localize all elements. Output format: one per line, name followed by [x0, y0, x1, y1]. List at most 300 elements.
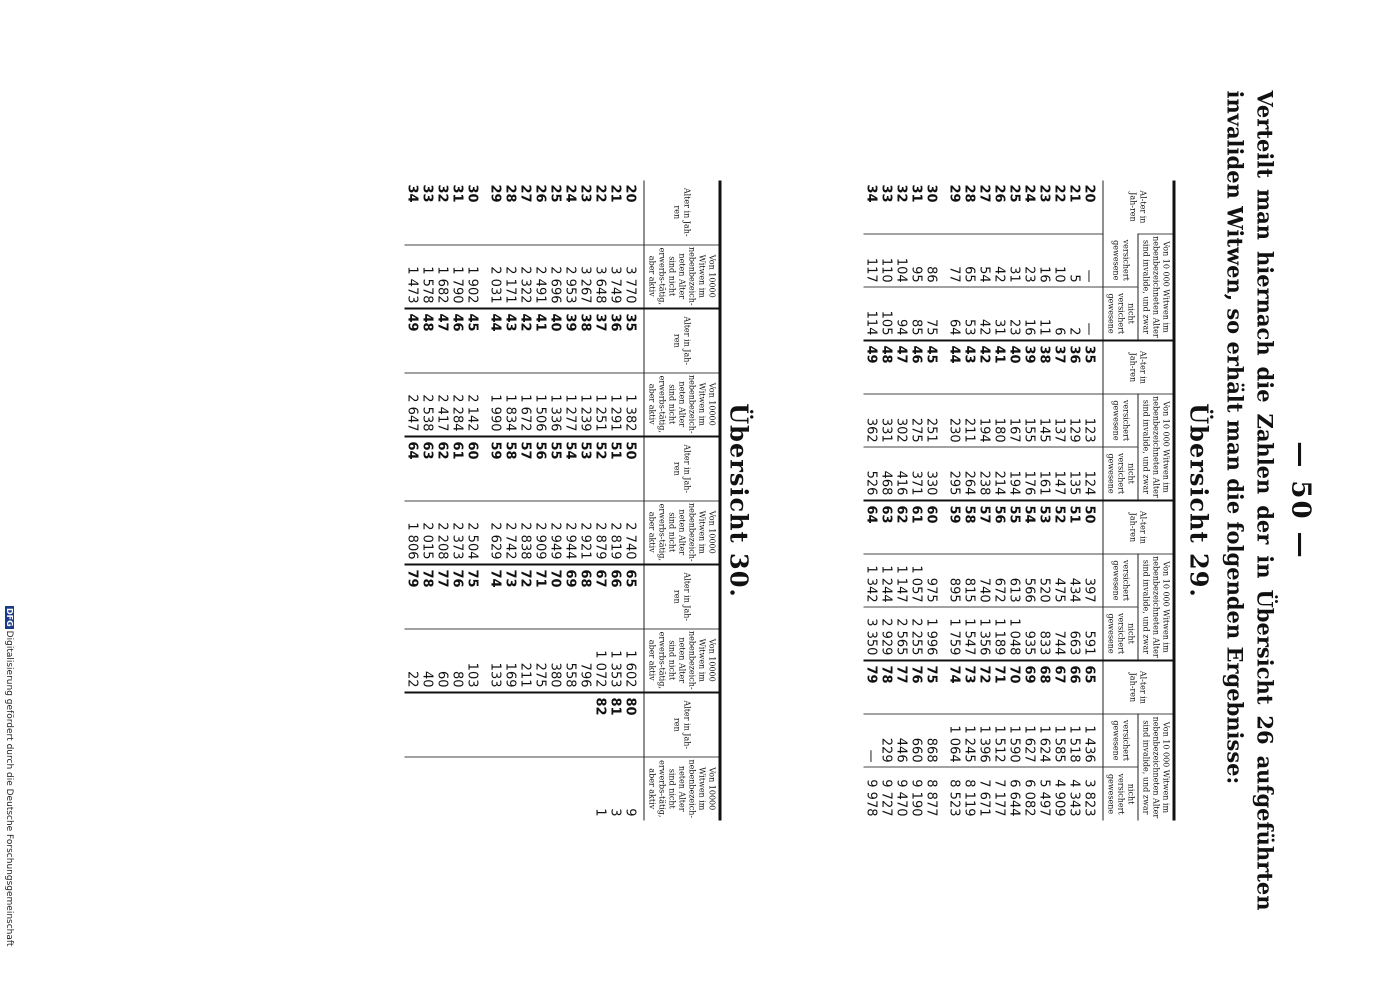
header-group: Von 10 000 Witwen im nebenbezeichneten Alter sind invalide, und zwar — [1138, 393, 1174, 500]
age-cell: 57 — [517, 436, 532, 500]
header-age: Alter in Jah-ren — [644, 180, 720, 244]
funding-text: Digitalisierung gefördert durch die Deutsche Forschungsgemeinschaft — [4, 630, 14, 947]
value-cell: 123 — [1081, 393, 1103, 446]
table-row — [1036, 180, 1051, 820]
header-age: Al-ter in Jah-ren — [1103, 500, 1174, 553]
value-cell: 77 — [946, 233, 961, 286]
value-cell: 194 — [1006, 447, 1021, 500]
age-cell: 21 — [607, 184, 622, 203]
age-cell — [502, 692, 517, 756]
age-cell: 51 — [607, 436, 622, 500]
value-cell: 75 — [923, 287, 946, 340]
value-cell: 362 — [863, 393, 878, 446]
value-cell: 1 396 — [976, 713, 991, 766]
value-cell: 558 — [562, 628, 577, 692]
value-cell: 135 — [1066, 447, 1081, 500]
age-cell: 63 — [419, 436, 434, 500]
age-cell — [449, 692, 464, 756]
table-29 — [863, 180, 1175, 820]
value-cell: 2 208 — [434, 500, 449, 564]
age-cell: 45 — [464, 308, 487, 372]
age-cell: 51 — [1066, 500, 1081, 553]
age-cell — [487, 692, 502, 756]
value-cell: 129 — [1066, 393, 1081, 446]
value-cell: 2 953 — [562, 244, 577, 308]
value-cell: 2 504 — [464, 500, 487, 564]
age-cell: 40 — [547, 308, 562, 372]
value-cell: 2 322 — [517, 244, 532, 308]
age-cell: 24 — [562, 184, 577, 203]
value-cell: 145 — [1036, 393, 1051, 446]
value-cell: 2 373 — [449, 500, 464, 564]
value-cell: 868 — [923, 713, 946, 766]
age-cell: 28 — [961, 184, 976, 203]
age-cell: 33 — [878, 184, 893, 203]
age-cell: 38 — [577, 308, 592, 372]
value-cell: 434 — [1066, 553, 1081, 606]
age-cell — [577, 692, 592, 756]
value-cell: 9 978 — [863, 767, 878, 820]
value-cell: 104 — [893, 233, 908, 286]
age-cell: 32 — [434, 184, 449, 203]
table-row — [1051, 180, 1066, 820]
age-cell: 66 — [1066, 660, 1081, 713]
value-cell: 31 — [1006, 233, 1021, 286]
header-group: Von 10 000 Witwen im nebenbezeichneten Alter sind invalide, und zwar — [1138, 553, 1174, 660]
value-cell: 3 267 — [577, 244, 592, 308]
age-cell: 52 — [1051, 500, 1066, 553]
value-cell: 2 696 — [547, 244, 562, 308]
value-cell: 169 — [502, 628, 517, 692]
header-insured: versichert gewesene — [1103, 713, 1138, 766]
value-cell — [404, 756, 419, 820]
table-row — [923, 180, 946, 820]
table-row — [1021, 180, 1036, 820]
age-cell: 81 — [607, 692, 622, 756]
age-cell: 60 — [464, 436, 487, 500]
table-row — [607, 180, 622, 820]
value-cell: 520 — [1036, 553, 1051, 606]
value-cell: — — [863, 713, 878, 766]
age-cell: 71 — [991, 660, 1006, 713]
table-row — [404, 180, 419, 820]
table-row — [517, 180, 532, 820]
header-age: Alter in Jah-ren — [644, 308, 720, 372]
value-cell: 1 506 — [532, 372, 547, 436]
value-cell: 2 921 — [577, 500, 592, 564]
age-cell: 37 — [592, 308, 607, 372]
value-cell: 6 082 — [1021, 767, 1036, 820]
age-cell: 78 — [419, 564, 434, 628]
header-age: Al-ter in Jah-ren — [1103, 180, 1174, 233]
age-cell: 42 — [976, 340, 991, 393]
value-cell: 3 749 — [607, 244, 622, 308]
dfg-logo: DFG — [5, 608, 14, 627]
age-cell: 37 — [1051, 340, 1066, 393]
value-cell: 117 — [863, 233, 878, 286]
value-cell: 2 171 — [502, 244, 517, 308]
value-cell: 1 473 — [404, 244, 419, 308]
value-cell: 2 142 — [464, 372, 487, 436]
value-cell: 1 990 — [487, 372, 502, 436]
age-cell: 50 — [622, 436, 644, 500]
age-cell: 68 — [577, 564, 592, 628]
header-age: Alter in Jah-ren — [644, 692, 720, 756]
value-cell: 895 — [946, 553, 961, 606]
value-cell: 2 819 — [607, 500, 622, 564]
value-cell: 2 929 — [878, 607, 893, 660]
value-cell: 740 — [976, 553, 991, 606]
table-row — [1081, 180, 1103, 820]
value-cell: 1 790 — [449, 244, 464, 308]
age-cell: 65 — [622, 564, 644, 628]
value-cell: 5 497 — [1036, 767, 1051, 820]
age-cell: 41 — [532, 308, 547, 372]
age-cell: 70 — [1006, 660, 1021, 713]
table-row — [946, 180, 961, 820]
value-cell: 1 — [592, 756, 607, 820]
value-cell: 302 — [893, 393, 908, 446]
value-cell: 85 — [908, 287, 923, 340]
table-row — [577, 180, 592, 820]
table-row — [976, 180, 991, 820]
value-cell: 214 — [991, 447, 1006, 500]
age-cell: 67 — [1051, 660, 1066, 713]
age-cell: 82 — [592, 692, 607, 756]
header-value: Von 10000 Witwen im nebenbezeich-neten Alter sind nicht erwerbs-tätig, aber aktiv — [644, 500, 720, 564]
value-cell: 2 740 — [622, 500, 644, 564]
table-row — [502, 180, 517, 820]
age-cell — [562, 692, 577, 756]
value-cell: 6 — [1051, 287, 1066, 340]
value-cell: 1 064 — [946, 713, 961, 766]
age-cell: 26 — [532, 184, 547, 203]
value-cell: 7 671 — [976, 767, 991, 820]
age-cell: 49 — [404, 308, 419, 372]
age-cell: 57 — [976, 500, 991, 553]
header-age: Alter in Jah-ren — [644, 564, 720, 628]
value-cell: 591 — [1081, 607, 1103, 660]
value-cell: 40 — [419, 628, 434, 692]
value-cell: 1 336 — [547, 372, 562, 436]
age-cell: 35 — [622, 308, 644, 372]
value-cell: 230 — [946, 393, 961, 446]
age-cell: 74 — [946, 660, 961, 713]
value-cell: 251 — [923, 393, 946, 446]
age-cell: 68 — [1036, 660, 1051, 713]
value-cell: 176 — [1021, 447, 1036, 500]
value-cell: 2 417 — [434, 372, 449, 436]
age-cell: 54 — [562, 436, 577, 500]
header-value: Von 10000 Witwen im nebenbezeich-neten Alter sind nicht erwerbs-tätig, aber aktiv — [644, 756, 720, 820]
value-cell: 7 177 — [991, 767, 1006, 820]
table-30 — [404, 180, 721, 820]
age-cell: 59 — [487, 436, 502, 500]
value-cell: 94 — [893, 287, 908, 340]
age-cell: 39 — [562, 308, 577, 372]
value-cell: 11 — [1036, 287, 1051, 340]
age-cell: 73 — [961, 660, 976, 713]
header-value: Von 10000 Witwen im nebenbezeich-neten Alter sind nicht erwerbs-tätig, aber aktiv — [644, 372, 720, 436]
value-cell: 2 838 — [517, 500, 532, 564]
age-cell: 33 — [419, 184, 434, 203]
age-cell: 44 — [487, 308, 502, 372]
value-cell: 975 — [923, 553, 946, 606]
value-cell — [577, 756, 592, 820]
age-cell: 30 — [464, 184, 479, 203]
header-insured: versichert gewesene — [1103, 393, 1138, 446]
header-group: Von 10 000 Witwen im nebenbezeichneten Alter sind invalide, und zwar — [1138, 233, 1174, 340]
age-cell: 47 — [893, 340, 908, 393]
value-cell: 3 648 — [592, 244, 607, 308]
table-row — [878, 180, 893, 820]
value-cell: 95 — [908, 233, 923, 286]
age-cell: 74 — [487, 564, 502, 628]
value-cell: 475 — [1051, 553, 1066, 606]
value-cell: 1 291 — [607, 372, 622, 436]
value-cell — [487, 756, 502, 820]
value-cell: 137 — [1051, 393, 1066, 446]
value-cell: — — [1081, 233, 1103, 286]
age-cell: 20 — [622, 184, 637, 203]
value-cell: 4 909 — [1051, 767, 1066, 820]
value-cell: 1 602 — [622, 628, 644, 692]
age-cell — [547, 692, 562, 756]
value-cell: 1 277 — [562, 372, 577, 436]
age-cell: 58 — [961, 500, 976, 553]
age-cell: 72 — [976, 660, 991, 713]
value-cell: 3 — [607, 756, 622, 820]
value-cell: 1 578 — [419, 244, 434, 308]
value-cell: 2 742 — [502, 500, 517, 564]
table-row — [863, 180, 878, 820]
table-row — [449, 180, 464, 820]
value-cell: 2 949 — [547, 500, 562, 564]
value-cell: 64 — [946, 287, 961, 340]
value-cell: 1 624 — [1036, 713, 1051, 766]
value-cell: 86 — [923, 233, 946, 286]
value-cell: 9 — [622, 756, 644, 820]
age-cell: 58 — [502, 436, 517, 500]
age-cell: 50 — [1081, 500, 1103, 553]
age-cell: 79 — [404, 564, 419, 628]
value-cell: 147 — [1051, 447, 1066, 500]
age-cell: 79 — [863, 660, 878, 713]
value-cell: 331 — [878, 393, 893, 446]
age-cell: 46 — [449, 308, 464, 372]
age-cell: 76 — [908, 660, 923, 713]
value-cell: 1 189 — [991, 607, 1006, 660]
age-cell: 73 — [502, 564, 517, 628]
value-cell: 672 — [991, 553, 1006, 606]
age-cell: 60 — [923, 500, 946, 553]
age-cell: 36 — [1066, 340, 1081, 393]
value-cell: 9 470 — [893, 767, 908, 820]
header-group: Von 10 000 Witwen im nebenbezeichneten Alter sind invalide, und zwar — [1138, 713, 1174, 820]
value-cell — [532, 756, 547, 820]
value-cell: 229 — [878, 713, 893, 766]
value-cell: 3 350 — [863, 607, 878, 660]
value-cell: 8 877 — [923, 767, 946, 820]
value-cell: 2 284 — [449, 372, 464, 436]
age-cell: 25 — [1006, 184, 1021, 203]
value-cell: 1 759 — [946, 607, 961, 660]
value-cell: 397 — [1081, 553, 1103, 606]
table-row — [592, 180, 607, 820]
age-cell: 42 — [517, 308, 532, 372]
value-cell: 16 — [1021, 287, 1036, 340]
age-cell: 62 — [434, 436, 449, 500]
age-cell: 55 — [547, 436, 562, 500]
header-insured: versichert gewesene — [1103, 233, 1138, 286]
table-row — [1006, 180, 1021, 820]
value-cell: 1 547 — [961, 607, 976, 660]
age-cell: 70 — [547, 564, 562, 628]
value-cell: 10 — [1051, 233, 1066, 286]
value-cell: 468 — [878, 447, 893, 500]
value-cell: 1 672 — [517, 372, 532, 436]
age-cell: 26 — [991, 184, 1006, 203]
header-uninsured: nicht versichert gewesene — [1103, 607, 1138, 660]
value-cell: 833 — [1036, 607, 1051, 660]
table-row — [893, 180, 908, 820]
age-cell: 52 — [592, 436, 607, 500]
value-cell: 660 — [908, 713, 923, 766]
value-cell: 23 — [1021, 233, 1036, 286]
value-cell: 1 996 — [923, 607, 946, 660]
age-cell: 49 — [863, 340, 878, 393]
age-cell: 41 — [991, 340, 1006, 393]
age-cell: 61 — [908, 500, 923, 553]
value-cell: 2 538 — [419, 372, 434, 436]
value-cell — [449, 756, 464, 820]
age-cell: 75 — [464, 564, 487, 628]
value-cell: — — [1081, 287, 1103, 340]
table-row — [487, 180, 502, 820]
age-cell: 34 — [404, 184, 419, 203]
age-cell: 80 — [622, 692, 644, 756]
value-cell: 194 — [976, 393, 991, 446]
age-cell — [532, 692, 547, 756]
value-cell: 2 491 — [532, 244, 547, 308]
value-cell: 566 — [1021, 553, 1036, 606]
age-cell: 78 — [878, 660, 893, 713]
header-uninsured: nicht versichert gewesene — [1103, 287, 1138, 340]
header-insured: versichert gewesene — [1103, 553, 1138, 606]
value-cell: 42 — [976, 287, 991, 340]
value-cell: 65 — [961, 233, 976, 286]
age-cell: 22 — [1051, 184, 1066, 203]
age-cell: 48 — [878, 340, 893, 393]
value-cell: 2 031 — [487, 244, 502, 308]
value-cell: 2 — [1066, 287, 1081, 340]
value-cell: 23 — [1006, 287, 1021, 340]
age-cell: 32 — [893, 184, 908, 203]
age-cell: 48 — [419, 308, 434, 372]
age-cell: 56 — [991, 500, 1006, 553]
age-cell: 31 — [908, 184, 923, 203]
value-cell: 613 — [1006, 553, 1021, 606]
value-cell: 4 343 — [1066, 767, 1081, 820]
age-cell: 69 — [562, 564, 577, 628]
age-cell: 36 — [607, 308, 622, 372]
table-row — [464, 180, 487, 820]
age-cell: 53 — [577, 436, 592, 500]
value-cell: 105 — [878, 287, 893, 340]
table-row — [419, 180, 434, 820]
table-29-body — [863, 180, 1103, 820]
value-cell: 416 — [893, 447, 908, 500]
value-cell: 815 — [961, 553, 976, 606]
value-cell: 54 — [976, 233, 991, 286]
age-cell: 31 — [449, 184, 464, 203]
value-cell: 211 — [961, 393, 976, 446]
age-cell: 47 — [434, 308, 449, 372]
value-cell — [562, 756, 577, 820]
value-cell: 238 — [976, 447, 991, 500]
value-cell: 124 — [1081, 447, 1103, 500]
value-cell: 1 627 — [1021, 713, 1036, 766]
header-age: Al-ter in Jah-ren — [1103, 660, 1174, 713]
age-cell — [419, 692, 434, 756]
age-cell: 43 — [961, 340, 976, 393]
value-cell: 1 518 — [1066, 713, 1081, 766]
age-cell: 23 — [1036, 184, 1051, 203]
header-uninsured: nicht versichert gewesene — [1103, 447, 1138, 500]
value-cell: 526 — [863, 447, 878, 500]
table-row — [991, 180, 1006, 820]
value-cell — [419, 756, 434, 820]
value-cell: 380 — [547, 628, 562, 692]
table-30-title: Übersicht 30. — [724, 402, 753, 598]
value-cell: 9 727 — [878, 767, 893, 820]
value-cell: 1 382 — [622, 372, 644, 436]
header-uninsured: nicht versichert gewesene — [1103, 767, 1138, 820]
age-cell: 29 — [487, 184, 502, 203]
age-cell: 30 — [923, 184, 938, 203]
age-cell: 28 — [502, 184, 517, 203]
value-cell: 1 806 — [404, 500, 419, 564]
age-cell: 77 — [893, 660, 908, 713]
value-cell: 161 — [1036, 447, 1051, 500]
value-cell: 103 — [464, 628, 487, 692]
value-cell: 2 255 — [908, 607, 923, 660]
value-cell: 2 629 — [487, 500, 502, 564]
age-cell: 54 — [1021, 500, 1036, 553]
value-cell: 1 245 — [961, 713, 976, 766]
table-row — [434, 180, 449, 820]
value-cell: 663 — [1066, 607, 1081, 660]
age-cell — [404, 692, 419, 756]
value-cell: 446 — [893, 713, 908, 766]
value-cell: 167 — [1006, 393, 1021, 446]
age-cell: 24 — [1021, 184, 1036, 203]
table-row — [1066, 180, 1081, 820]
value-cell: 1 244 — [878, 553, 893, 606]
table-row — [908, 180, 923, 820]
age-cell: 40 — [1006, 340, 1021, 393]
value-cell: 744 — [1051, 607, 1066, 660]
value-cell: 275 — [532, 628, 547, 692]
age-cell: 22 — [592, 184, 607, 203]
age-cell: 64 — [863, 500, 878, 553]
value-cell: 114 — [863, 287, 878, 340]
value-cell: 80 — [449, 628, 464, 692]
value-cell: 2 015 — [419, 500, 434, 564]
age-cell: 45 — [923, 340, 946, 393]
value-cell: 2 879 — [592, 500, 607, 564]
age-cell: 38 — [1036, 340, 1051, 393]
